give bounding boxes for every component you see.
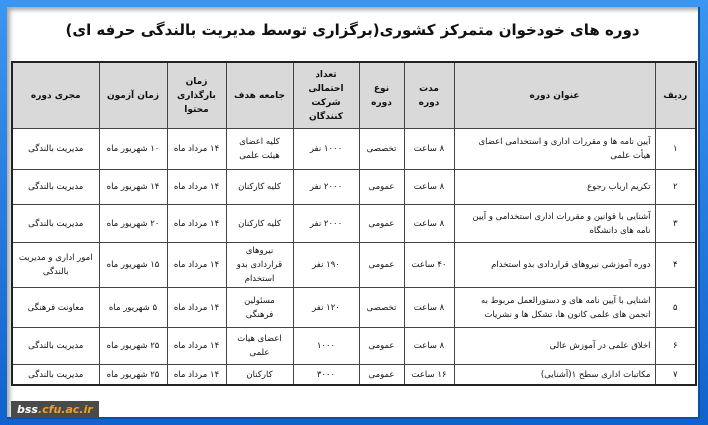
cell-course-title: اخلاق علمی در آموزش عالی bbox=[454, 328, 655, 365]
cell-upload-time: ۱۴ مرداد ماه bbox=[167, 205, 226, 243]
cell-type: عمومی bbox=[359, 328, 404, 365]
cell-course-title: آیین نامه ها و مقررات اداری و استخدامی اعضای هیأت علمی bbox=[454, 129, 655, 170]
cell-duration: ۸ ساعت bbox=[404, 205, 454, 243]
cell-organizer: مدیریت بالندگی bbox=[12, 328, 99, 365]
cell-audience: کلیه اعضای هیئت علمی bbox=[226, 129, 293, 170]
cell-row-no: ۳ bbox=[655, 205, 696, 243]
cell-participants: ۱۰۰۰ نفر bbox=[293, 129, 359, 170]
cell-organizer: امور اداری و مدیریت بالندگی bbox=[12, 243, 99, 288]
cell-row-no: ۵ bbox=[655, 288, 696, 328]
cell-participants: ۱۹۰ نفر bbox=[293, 243, 359, 288]
cell-participants: ۳۰۰۰ bbox=[293, 365, 359, 386]
header-course-title: عنوان دوره bbox=[454, 62, 655, 129]
header-row-no: ردیف bbox=[655, 62, 696, 129]
cell-duration: ۴۰ ساعت bbox=[404, 243, 454, 288]
cell-audience: مسئولین فرهنگی bbox=[226, 288, 293, 328]
cell-audience: کلیه کارکنان bbox=[226, 170, 293, 205]
cell-organizer: مدیریت بالندگی bbox=[12, 129, 99, 170]
table-row bbox=[12, 288, 696, 328]
header-exam-time: زمان آزمون bbox=[99, 62, 167, 129]
courses-table bbox=[11, 61, 697, 386]
cell-upload-time: ۱۴ مرداد ماه bbox=[167, 288, 226, 328]
cell-upload-time: ۱۴ مرداد ماه bbox=[167, 243, 226, 288]
watermark-suffix: .cfu.ac.ir bbox=[37, 403, 93, 416]
cell-duration: ۸ ساعت bbox=[404, 129, 454, 170]
page-title: دوره های خودخوان متمرکز کشوری(برگزاری توسط مدیریت بالندگی حرفه ای) bbox=[65, 21, 640, 39]
cell-organizer: مدیریت بالندگی bbox=[12, 170, 99, 205]
header-participants: تعداد احتمالی شرکت کنندگان bbox=[293, 62, 359, 129]
header-organizer: مجری دوره bbox=[12, 62, 99, 129]
cell-audience: کارکنان bbox=[226, 365, 293, 386]
cell-exam-time: ۵ شهریور ماه bbox=[99, 288, 167, 328]
cell-row-no: ۴ bbox=[655, 243, 696, 288]
cell-type: عمومی bbox=[359, 365, 404, 386]
cell-upload-time: ۱۴ مرداد ماه bbox=[167, 328, 226, 365]
cell-exam-time: ۲۵ شهریور ماه bbox=[99, 365, 167, 386]
cell-course-title: اشنایی با آیین نامه های و دستورالعمل مربوط به انجمن های علمی کانون ها، تشکل ها و نشریات bbox=[454, 288, 655, 328]
cell-course-title: تکریم ارباب رجوع bbox=[454, 170, 655, 205]
header-audience: جامعه هدف bbox=[226, 62, 293, 129]
cell-exam-time: ۲۰ شهریور ماه bbox=[99, 205, 167, 243]
cell-upload-time: ۱۴ مرداد ماه bbox=[167, 129, 226, 170]
table-row bbox=[12, 365, 696, 386]
table-row bbox=[12, 243, 696, 288]
cell-organizer: مدیریت بالندگی bbox=[12, 205, 99, 243]
cell-duration: ۸ ساعت bbox=[404, 328, 454, 365]
cell-row-no: ۱ bbox=[655, 129, 696, 170]
cell-upload-time: ۱۴ مرداد ماه bbox=[167, 170, 226, 205]
header-upload-time: زمان بارگذاری محتوا bbox=[167, 62, 226, 129]
cell-row-no: ۲ bbox=[655, 170, 696, 205]
cell-row-no: ۷ bbox=[655, 365, 696, 386]
cell-course-title: دوره آموزشی نیروهای قراردادی بدو استخدام bbox=[454, 243, 655, 288]
cell-audience: نیروهای قراردادی بدو استخدام bbox=[226, 243, 293, 288]
cell-row-no: ۶ bbox=[655, 328, 696, 365]
site-watermark bbox=[11, 401, 99, 418]
table-row bbox=[12, 170, 696, 205]
cell-type: عمومی bbox=[359, 205, 404, 243]
cell-course-title: آشنایی با قوانین و مقررات اداری استخدامی و آیین نامه های دانشگاه bbox=[454, 205, 655, 243]
table-row bbox=[12, 328, 696, 365]
cell-upload-time: ۱۴ مرداد ماه bbox=[167, 365, 226, 386]
cell-exam-time: ۲۵ شهریور ماه bbox=[99, 328, 167, 365]
cell-type: تخصصی bbox=[359, 129, 404, 170]
table-header-row bbox=[12, 62, 696, 129]
cell-duration: ۸ ساعت bbox=[404, 170, 454, 205]
cell-duration: ۸ ساعت bbox=[404, 288, 454, 328]
cell-participants: ۲۰۰۰ نفر bbox=[293, 205, 359, 243]
cell-participants: ۲۰۰۰ نفر bbox=[293, 170, 359, 205]
cell-organizer: معاونت فرهنگی bbox=[12, 288, 99, 328]
cell-type: عمومی bbox=[359, 243, 404, 288]
cell-participants: ۱۲۰ نفر bbox=[293, 288, 359, 328]
cell-type: عمومی bbox=[359, 170, 404, 205]
cell-type: تخصصی bbox=[359, 288, 404, 328]
header-type: نوع دوره bbox=[359, 62, 404, 129]
watermark-prefix: bss bbox=[17, 403, 38, 416]
header-duration: مدت دوره bbox=[404, 62, 454, 129]
content-panel bbox=[7, 7, 700, 419]
cell-audience: اعضای هیات علمی bbox=[226, 328, 293, 365]
cell-duration: ۱۶ ساعت bbox=[404, 365, 454, 386]
table-row bbox=[12, 129, 696, 170]
cell-exam-time: ۱۴ شهریور ماه bbox=[99, 170, 167, 205]
cell-exam-time: ۱۵ شهریور ماه bbox=[99, 243, 167, 288]
cell-exam-time: ۱۰ شهریور ماه bbox=[99, 129, 167, 170]
cell-organizer: مدیریت بالندگی bbox=[12, 365, 99, 386]
cell-course-title: مکاتبات اداری سطح ۱(آشنایی) bbox=[454, 365, 655, 386]
cell-audience: کلیه کارکنان bbox=[226, 205, 293, 243]
cell-participants: ۱۰۰۰ bbox=[293, 328, 359, 365]
table-row bbox=[12, 205, 696, 243]
